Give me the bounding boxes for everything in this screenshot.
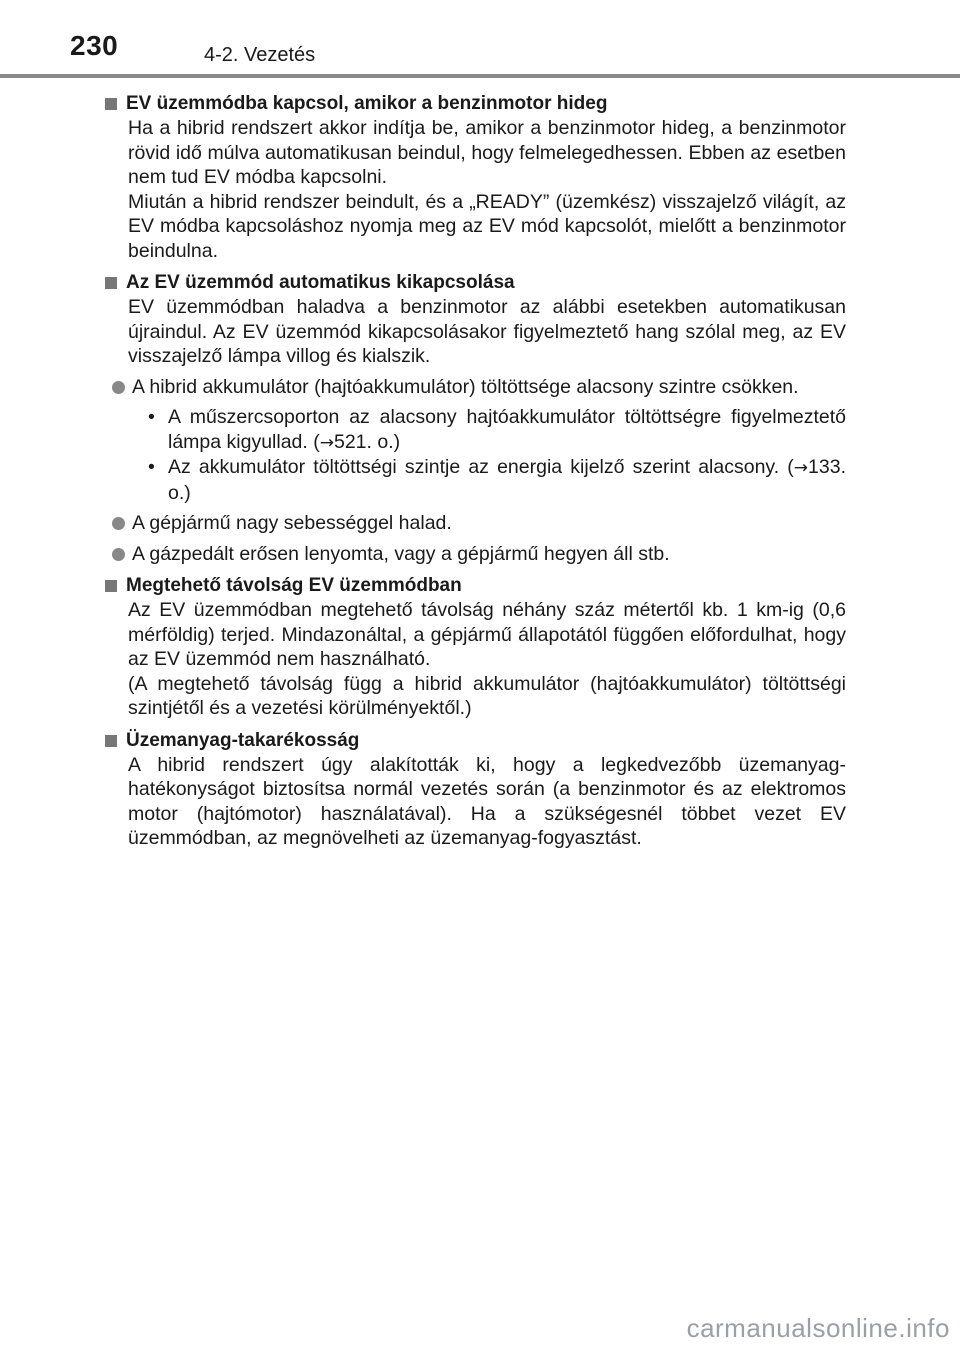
page-number: 230	[70, 30, 119, 61]
sub-item-text: A műszercsoporton az alacsony hajtóakkumulátor töltöttségre figyelmeztető lámpa kigyullad. (	[168, 406, 846, 453]
section-heading	[104, 92, 846, 116]
chapter-title: 4-2. Vezetés	[204, 44, 316, 66]
list-item	[104, 511, 846, 536]
list-item	[104, 542, 846, 567]
circle-bullet-icon	[112, 381, 125, 394]
list-item-text: A gázpedált erősen lenyomta, vagy a gépjármű hegyen áll stb.	[132, 542, 670, 565]
square-bullet-icon	[105, 98, 117, 110]
circle-bullet-icon	[112, 517, 125, 530]
sub-list-item	[148, 455, 846, 505]
list-item	[104, 375, 846, 400]
square-bullet-icon	[105, 277, 117, 289]
page-header	[0, 0, 960, 80]
section-ev-cold-engine	[104, 92, 846, 263]
list-item-text: A gépjármű nagy sebességgel halad.	[132, 512, 452, 534]
header-rule	[0, 74, 960, 78]
watermark-text: carmanualsonline.info	[686, 1313, 950, 1343]
paragraph: Az EV üzemmódban megtehető távolság néhány száz métertől kb. 1 km-ig (0,6 mérföldig) terjed. Mindazonáltal, a gépjármű állapotától függően előfordulhat, hogy az EV üzemmód nem használható.	[128, 599, 846, 670]
paragraph: A hibrid rendszert úgy alakították ki, hogy a legkedvezőbb üzemanyag-hatékonyságot biztosítsa normál vezetés során (a benzinmotor és az elektromos motor (hajtómotor) használatával). Ha a szükségesnél többet vezet EV üzemmódban, az megnövelheti az üzemanyag-fogyasztást.	[128, 753, 846, 849]
list-item-text: A hibrid akkumulátor (hajtóakkumulátor) töltöttsége alacsony szintre csökken.	[132, 375, 799, 398]
paragraph: EV üzemmódban haladva a benzinmotor az alábbi esetekben automatikusan újraindul. Az EV üzemmód kikapcsolásakor figyelmeztető hang szólal meg, az EV visszajelző lámpa villog és kialszik.	[128, 296, 846, 367]
section-heading	[104, 574, 846, 598]
square-bullet-icon	[105, 735, 117, 747]
main-content	[104, 92, 846, 859]
sub-list	[148, 405, 846, 505]
section-heading-text: Megtehető távolság EV üzemmódban	[126, 575, 462, 596]
paragraph: (A megtehető távolság függ a hibrid akkumulátor (hajtóakkumulátor) töltöttségi szintjétől és a vezetési körülményektől.)	[128, 672, 846, 719]
dot-bullet-icon: •	[148, 406, 155, 428]
section-fuel-economy	[104, 729, 846, 851]
square-bullet-icon	[105, 580, 117, 592]
paragraph: Miután a hibrid rendszer beindult, és a „READY” (üzemkész) visszajelző világít, az EV módba kapcsoláshoz nyomja meg az EV mód kapcsolót, mielőtt a benzinmotor beindulna.	[128, 190, 846, 262]
arrow-right-icon: →	[319, 432, 334, 453]
section-heading-text: EV üzemmódba kapcsol, amikor a benzinmotor hideg	[126, 93, 608, 114]
dot-bullet-icon: •	[148, 456, 155, 478]
page-reference: 133. o.)	[168, 456, 846, 504]
arrow-right-icon: →	[793, 458, 809, 478]
sub-item-text: Az akkumulátor töltöttségi szintje az energia kijelző szerint alacsony. (	[168, 456, 794, 478]
section-ev-auto-off	[104, 271, 846, 566]
sub-list-item	[148, 405, 846, 455]
section-heading-text: Az EV üzemmód automatikus kikapcsolása	[126, 272, 515, 293]
circle-bullet-icon	[112, 548, 125, 561]
section-heading-text: Üzemanyag-takarékosság	[126, 729, 360, 751]
section-heading	[104, 271, 846, 295]
section-heading	[104, 729, 846, 753]
section-ev-range	[104, 574, 846, 721]
paragraph: Ha a hibrid rendszert akkor indítja be, amikor a benzinmotor hideg, a benzinmotor rövid idő múlva automatikusan beindul, hogy felmelegedhessen. Ebben az esetben nem tud EV módba kapcsolni.	[128, 117, 846, 188]
page-reference: 521. o.)	[333, 430, 401, 453]
